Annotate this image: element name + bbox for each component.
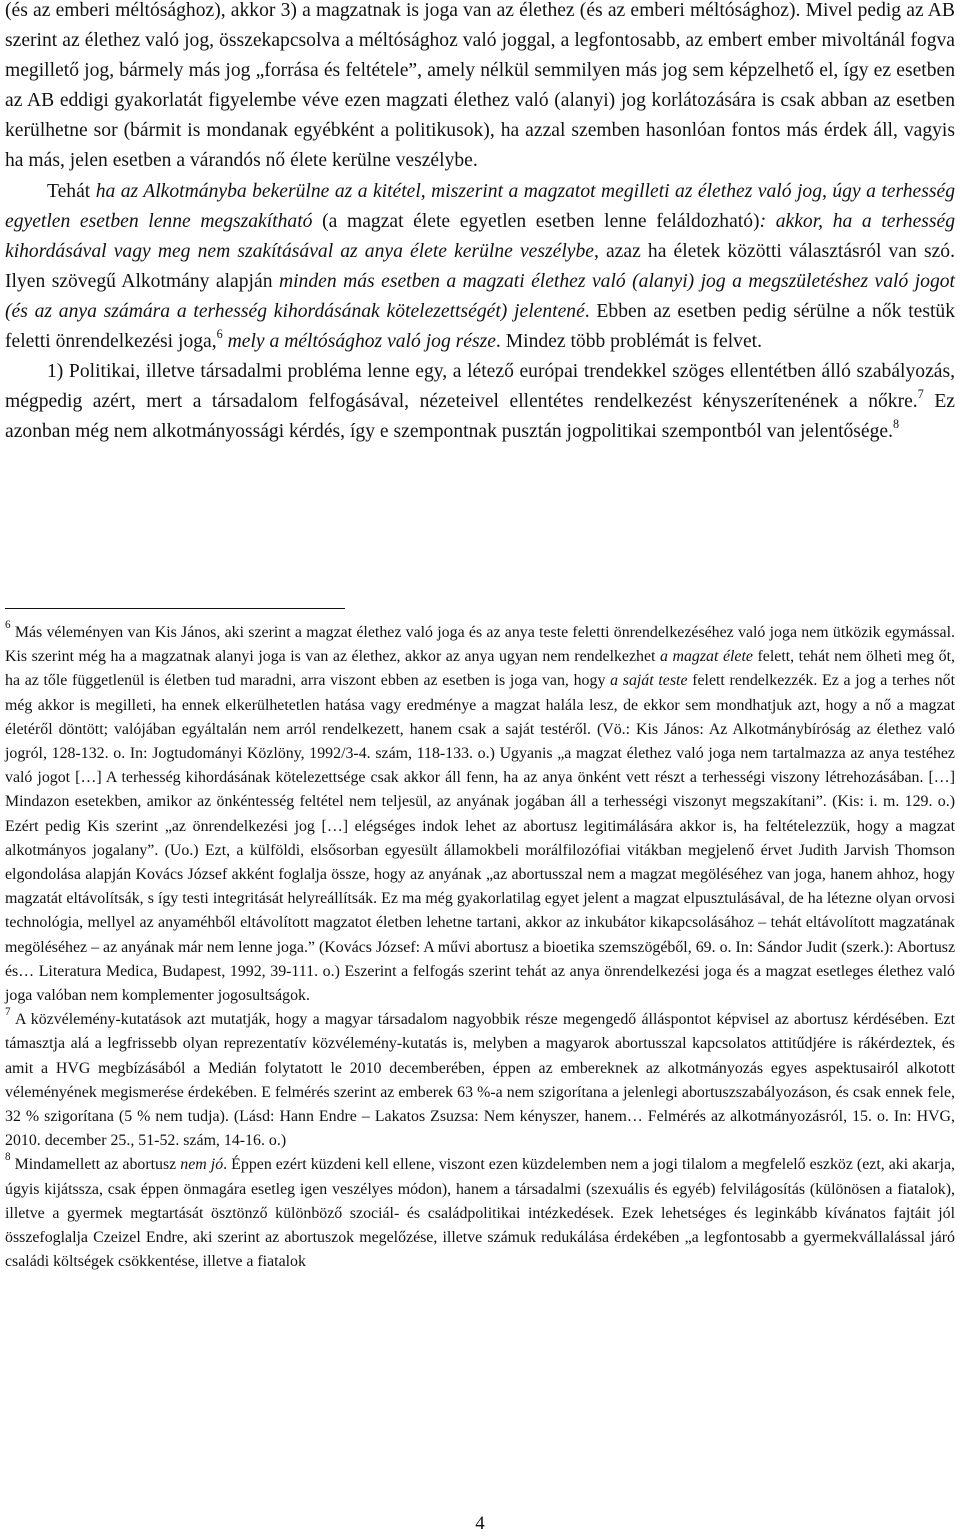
paragraph-1-text: (és az emberi méltósághoz), akkor 3) a magzatnak is joga van az élethez (és az emberi méltósághoz). Mivel pedig az AB szerint az élethez való jog, összekapcsolva a méltósághoz való joggal, a legfontosabb, az embert ember mivoltánál fogva megillető jog, bármely más jog „forrása és feltétele”, amely nélkül semmilyen más jog sem képzelhető el, így ez esetben az AB eddigi gyakorlatát figyelembe véve ezen magzati élethez való (alanyi) jog korlátozására is csak abban az esetben kerülhetne sor (bármit is mondanak egyébként a politikusok), ha azzal szemben hasonlóan fontos más érdek áll, vagyis ha más, jelen esetben a várandós nő élete kerülne veszélybe.: [5, 0, 955, 172]
italic-phrase-4: mely a méltósághoz való jog része: [222, 331, 496, 353]
italic-phrase-1: ha az Alkotmányba bekerülne az a kitétel, miszerint a magzatot megilleti az élethez való jog, úgy a terhesség egyetlen esetben lenne megszakítható: [5, 180, 955, 232]
footnote-8-text-a: Mindamellett az abortusz: [10, 1156, 181, 1174]
paragraph-2-text-g: . Ebben az esetben pedig sérülne a nők testük feletti önrendelkezési joga,: [5, 300, 955, 353]
paragraph-1: [5, 0, 955, 177]
paragraph-3: [5, 357, 955, 447]
footnote-6-italic-1: a magzat élete: [660, 648, 753, 666]
footnote-8: [5, 1153, 955, 1274]
footnote-divider: [5, 608, 345, 609]
footnote-ref-8[interactable]: 8: [893, 416, 900, 431]
footnote-6-text-b: felett, tehát nem ölheti meg őt, ha az tőle függetlenül is életben tud maradni, arra viszont ebben az esetben is joga van, hogy: [5, 648, 955, 690]
main-text: [5, 0, 955, 447]
footnote-ref-6[interactable]: 6: [216, 326, 223, 341]
footnote-6-text-c: felett rendelkezzék. Ez a jog a terhes nőt még akkor is megilleti, ha ennek elkerülhetetlen hatása vagy eredménye a magzat halála lesz, de ekkor sem mondhatjuk azt, hogy a nő a magzat életéről döntött; valójában egyáltalán nem arról rendelkezett, hanem csak a saját testéről. (Vö.: Kis János: Az Alkotmánybíróság az élethez való jogról, 128-132. o. In: Jogtudományi Közlöny, 1992/3-4. szám, 118-133. o.) Ugyanis „a magzat élethez való joga nem tartalmazza az anya testéhez való jogot […] A terhesség kihordásának kötelezettsége csak akkor áll fenn, ha az anya önként vett részt a terhességi viszony létrehozásában. […] Mindazon esetekben, amikor az önkéntesség feltétel nem teljesül, az anyának jogában áll a terhességi viszonyt megszakítani”. (Kis: i. m. 129. o.) Ezért pedig Kis szerint „az önrendelkezési jog […] elégséges indok lehet az abortusz legitimálására akkor is, ha feltételezzük, hogy a magzat alkotmányos jogalany”. (Uo.) Ezt, a külföldi, elsősorban egyesült államokbeli morálfilozófiai vitákban megjelenő érvet Judith Jarvish Thomson elgondolása alapján Kovács József akként foglalja össze, hogy az anyának „az abortusszal nem a magzat megöléséhez van joga, hanem ahhoz, hogy magzatát eltávolítsák, s így testi integritását helyreállítsák. Ez ma még gyakorlatilag egyet jelent a magzat elpusztulásával, de ha létezne olyan orvosi technológia, mellyel az anyaméhből eltávolított magzatot életben lehetne tartani, akkor az inkubátor kikapcsolásához – tehát eltávolított magzatának megöléséhez – az anyának már nem lenne joga.” (Kovács József: A művi abortusz a bioetika szemszögéből, 69. o. In: Sándor Judit (szerk.): Abortusz és… Literatura Medica, Budapest, 1992, 39-111. o.) Eszerint a felfogás szerint tehát az anya önrendelkezési joga és a magzat esetleges élethez való joga valóban nem komplementer jogosultságok.: [5, 672, 956, 1005]
paragraph-2: [5, 177, 955, 358]
paragraph-2-text-e: , azaz ha életek közötti választásról van szó. Ilyen szövegű Alkotmány alapján: [5, 240, 955, 292]
footnote-7-number: 7: [5, 1006, 11, 1019]
paragraph-2-text-c: (a magzat élete egyetlen esetben lenne feláldozható): [312, 210, 760, 232]
paragraph-2-lead: Tehát: [47, 180, 96, 202]
footnote-6: [5, 618, 956, 1008]
footnote-8-text-b: . Éppen ezért küzdeni kell ellene, viszont ezen küzdelemben nem a jogi tilalom a megfelelő eszköz (ezt, aki akarja, úgyis kijátssza, csak éppen önmagára esetleg igen veszélyes módon), hanem a társadalmi (szexuális és egyéb) felvilágosítás (különösen a fiatalok), illetve a gyermek megtartását ösztönző különböző szociál- és családpolitikai intézkedések. Ezek lehetséges és leginkább kívánatos fajtáit jól összefoglalja Czeizel Endre, aki szerint az abortuszok megelőzése, illetve számuk redukálása érdekében „a legfontosabb a gyermekvállalással járó családi költségek csökkentése, illetve a fiatalok: [5, 1156, 955, 1271]
italic-phrase-2: : akkor, ha a terhesség kihordásával vagy meg nem szakításával az anya élete kerülne veszélybe: [5, 210, 956, 262]
footnote-6-text-a: Más véleményen van Kis János, aki szerint a magzat élethez való joga és az anya teste feletti önrendelkezéséhez való joga nem ütközik egymással. Kis szerint még ha a magzatnak alanyi joga is van az élethez, akkor az anya ugyan nem rendelkezhet: [5, 624, 955, 666]
paragraph-3-text-a: 1) Politikai, illetve társadalmi probléma lenne egy, a létező európai trendekkel szöges ellentétben álló szabályozás, mégpedig azért, mert a társadalom felfogásával, nézeteivel ellentétes rendelkezést kényszerítenének a nőkre.: [5, 361, 955, 413]
footnote-6-number: 6: [5, 618, 11, 631]
paragraph-2-text-i: . Mindez több problémát is felvet.: [495, 331, 762, 353]
page-number: 4: [475, 1513, 485, 1534]
footnote-ref-7[interactable]: 7: [917, 386, 924, 401]
footnotes: [5, 618, 956, 1274]
italic-phrase-3: minden más esetben a magzati élethez való (alanyi) jog a megszületéshez való jogot (és az anya számára a terhesség kihordásának kötelezettségét) jelentené: [5, 270, 956, 322]
footnote-8-italic: nem jó: [180, 1156, 224, 1174]
footnote-6-italic-2: a saját teste: [610, 672, 688, 690]
paragraph-3-text-b: Ez azonban még nem alkotmányossági kérdés, így e szempontnak pusztán jogpolitikai szempontból van jelentősége.: [5, 391, 955, 443]
footnote-8-number: 8: [5, 1151, 11, 1164]
footnote-7-text: A közvélemény-kutatások azt mutatják, hogy a magyar társadalom nagyobbik része megengedő álláspontot képvisel az abortusz kérdésében. Ezt támasztja alá a legfrissebb olyan reprezentatív közvélemény-kutatás is, melyben a magyarok abortusszal kapcsolatos attitűdjére is rákérdeztek, és amit a HVG megbízásából a Medián folytatott le 2010 decemberében, éppen az embereknek az alkotmányozás egyes aspektusairól alkotott véleményének megismerése érdekében. E felmérés szerint az emberek 63 %-a nem szigorítana a jelenlegi abortuszszabályozáson, és csak ennek fele, 32 % szigorítana (5 % nem tudja). (Lásd: Hann Endre – Lakatos Zsuzsa: Nem kényszer, hanem… Felmérés az alkotmányozásról, 15. o. In: HVG, 2010. december 25., 51-52. szám, 14-16. o.): [5, 1011, 955, 1150]
footnote-7: [5, 1008, 955, 1153]
